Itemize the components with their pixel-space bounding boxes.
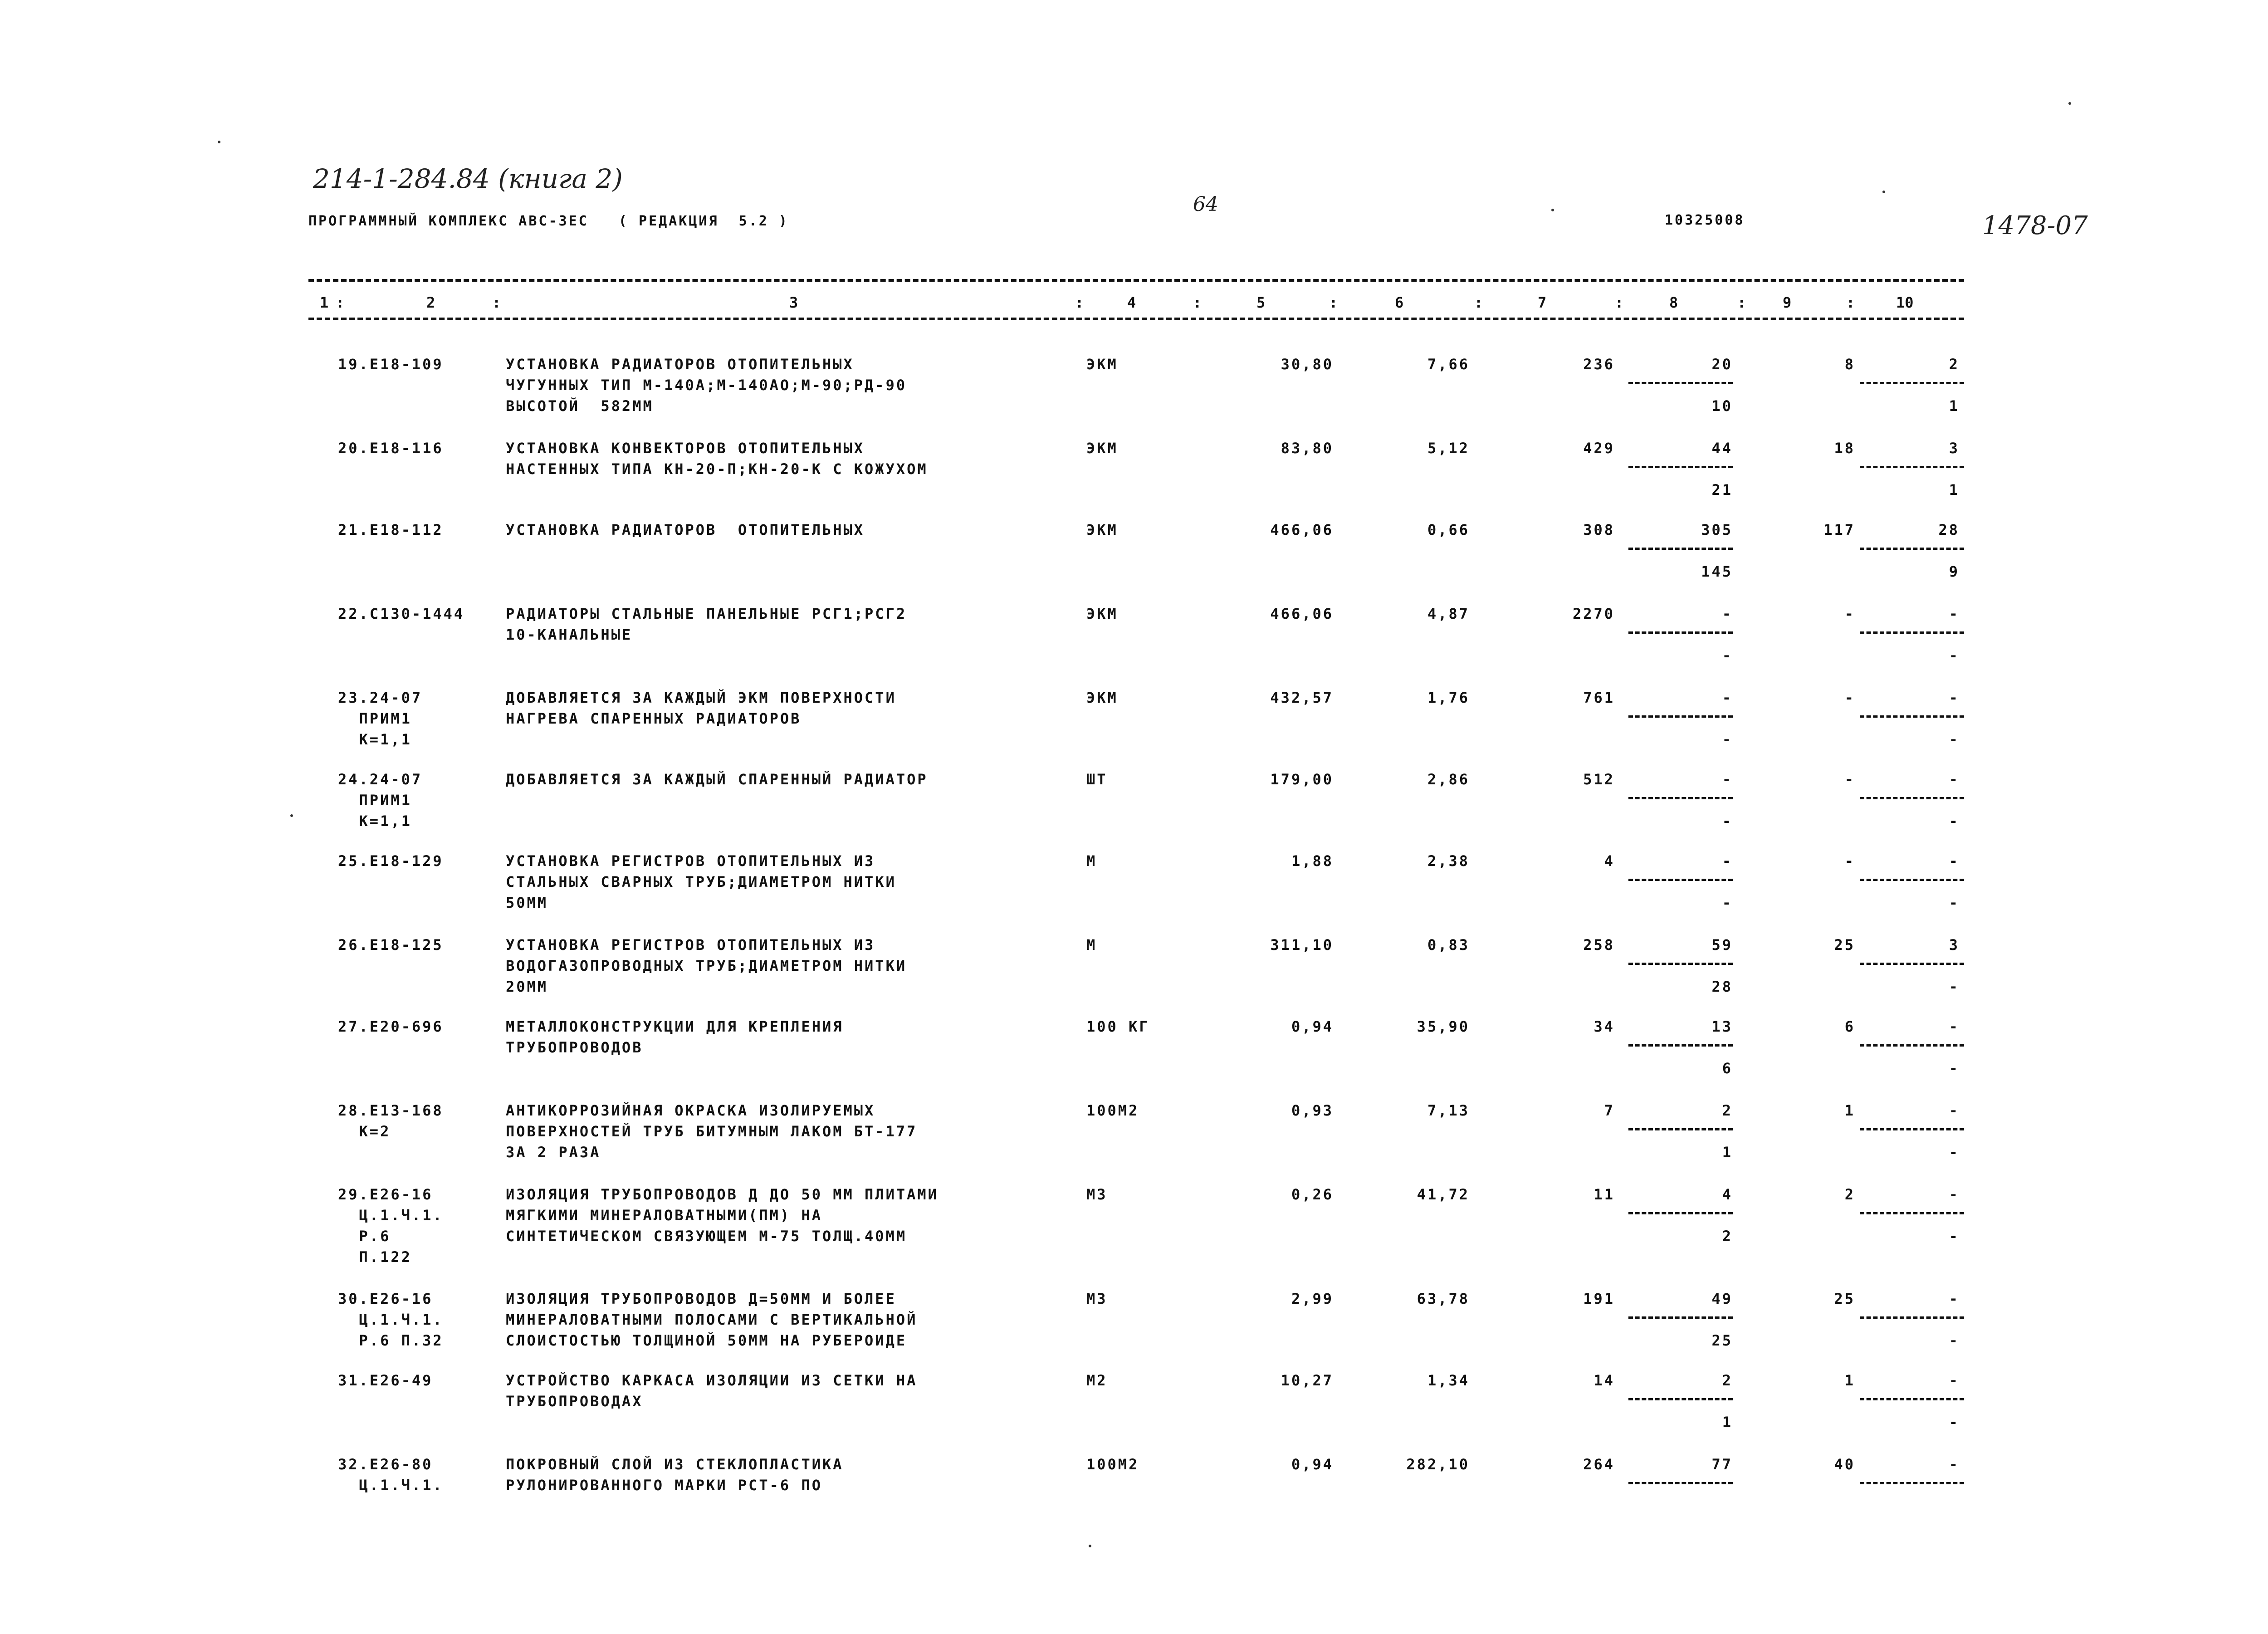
row-unit-price: 282,10 [1406, 1456, 1470, 1473]
row-total: 4 [1604, 852, 1615, 870]
header-separator: : [1615, 294, 1624, 311]
row-unit-price: 0,83 [1427, 936, 1470, 954]
row-col8-top: 20 [1711, 356, 1733, 373]
row-col9: - [1844, 852, 1855, 870]
fraction-divider [1860, 715, 1964, 718]
row-col10-bottom: - [1949, 1060, 1960, 1077]
fraction-divider [1628, 879, 1733, 881]
row-col9: 25 [1834, 1290, 1855, 1307]
scan-speck [1882, 191, 1885, 193]
row-code: 21.Е18-112 [338, 521, 444, 538]
row-code: 26.Е18-125 [338, 936, 444, 954]
row-unit-price: 2,86 [1427, 771, 1470, 788]
table-top-rule [308, 279, 1964, 282]
column-header: 4 [1127, 294, 1136, 311]
row-quantity: 30,80 [1281, 356, 1334, 373]
row-col8-top: - [1722, 852, 1733, 870]
row-col10-top: - [1949, 1186, 1960, 1203]
row-code: 28.Е13-168 К=2 [338, 1102, 444, 1140]
row-col8-top: 77 [1711, 1456, 1733, 1473]
fraction-divider [1860, 879, 1964, 881]
column-header: 5 [1256, 294, 1266, 311]
row-quantity: 1,88 [1291, 852, 1334, 870]
row-total: 258 [1583, 936, 1615, 954]
row-col8-top: 44 [1711, 440, 1733, 457]
row-description: УСТАНОВКА КОНВЕКТОРОВ ОТОПИТЕЛЬНЫХ НАСТЕННЫХ ТИПА КН-20-П;КН-20-К С КОЖУХОМ [506, 440, 928, 478]
row-col8-bottom: 145 [1701, 563, 1733, 580]
row-col10-top: - [1949, 1102, 1960, 1119]
handwritten-document-number: 214-1-284.84 (книга 2) [313, 163, 623, 194]
row-col9: 8 [1844, 356, 1855, 373]
row-total: 264 [1583, 1456, 1615, 1473]
row-col9: 40 [1834, 1456, 1855, 1473]
scan-speck [1089, 1545, 1091, 1547]
scan-speck [290, 814, 293, 817]
row-unit: М [1086, 936, 1097, 954]
row-col8-bottom: 1 [1722, 1414, 1733, 1431]
header-separator: : [1193, 294, 1202, 311]
scan-speck [1551, 209, 1554, 211]
fraction-divider [1860, 1316, 1964, 1319]
column-header: 3 [789, 294, 798, 311]
row-total: 2270 [1572, 605, 1615, 622]
row-quantity: 466,06 [1270, 521, 1334, 538]
row-description: ИЗОЛЯЦИЯ ТРУБОПРОВОДОВ Д ДО 50 ММ ПЛИТАМИ МЯГКИМИ МИНЕРАЛОВАТНЫМИ(ПМ) НА СИНТЕТИЧЕСКОМ СВЯЗУЮЩЕМ М-75 ТОЛЩ.40ММ [506, 1186, 938, 1245]
row-code: 25.Е18-129 [338, 852, 444, 870]
row-code: 31.Е26-49 [338, 1372, 433, 1389]
row-col10-bottom: 1 [1949, 397, 1960, 415]
row-total: 308 [1583, 521, 1615, 538]
fraction-divider [1860, 963, 1964, 965]
row-description: ПОКРОВНЫЙ СЛОЙ ИЗ СТЕКЛОПЛАСТИКА РУЛОНИРОВАННОГО МАРКИ РСТ-6 ПО [506, 1456, 844, 1494]
row-unit: 100М2 [1086, 1102, 1139, 1119]
row-description: УСТАНОВКА РАДИАТОРОВ ОТОПИТЕЛЬНЫХ ЧУГУННЫХ ТИП М-140А;М-140АО;М-90;РД-90 ВЫСОТОЙ 582ММ [506, 356, 907, 415]
row-quantity: 10,27 [1281, 1372, 1334, 1389]
row-unit-price: 7,13 [1427, 1102, 1470, 1119]
column-header: 9 [1783, 294, 1792, 311]
handwritten-reference: 1478-07 [1982, 211, 2088, 240]
fraction-divider [1628, 1398, 1733, 1400]
row-unit-price: 63,78 [1417, 1290, 1470, 1307]
table-header-rule [308, 318, 1964, 320]
row-total: 191 [1583, 1290, 1615, 1307]
row-description: УСТАНОВКА РЕГИСТРОВ ОТОПИТЕЛЬНЫХ ИЗ ВОДОГАЗОПРОВОДНЫХ ТРУБ;ДИАМЕТРОМ НИТКИ 20ММ [506, 936, 907, 995]
column-header: 6 [1395, 294, 1404, 311]
header-separator: : [1474, 294, 1483, 311]
row-description: ИЗОЛЯЦИЯ ТРУБОПРОВОДОВ Д=50ММ И БОЛЕЕ МИНЕРАЛОВАТНЫМИ ПОЛОСАМИ С ВЕРТИКАЛЬНОЙ СЛОИСТОСТЬЮ ТОЛЩИНОЙ 50ММ НА РУБЕРОИДЕ [506, 1290, 918, 1349]
fraction-divider [1628, 1482, 1733, 1484]
row-unit: ЭКМ [1086, 521, 1118, 538]
header-separator: : [1329, 294, 1338, 311]
row-col8-top: 305 [1701, 521, 1733, 538]
row-col10-bottom: - [1949, 978, 1960, 995]
fraction-divider [1628, 631, 1733, 634]
row-col8-bottom: - [1722, 647, 1733, 664]
row-col9: - [1844, 771, 1855, 788]
row-col10-bottom: - [1949, 1144, 1960, 1161]
header-separator: : [1737, 294, 1746, 311]
row-col10-bottom: - [1949, 1332, 1960, 1349]
scan-speck [218, 141, 220, 143]
header-separator: : [1846, 294, 1855, 311]
row-col8-top: 2 [1722, 1372, 1733, 1389]
row-col8-bottom: - [1722, 731, 1733, 748]
row-col10-top: 3 [1949, 440, 1960, 457]
row-code: 32.Е26-80 Ц.1.Ч.1. [338, 1456, 444, 1494]
row-col9: 2 [1844, 1186, 1855, 1203]
row-description: МЕТАЛЛОКОНСТРУКЦИИ ДЛЯ КРЕПЛЕНИЯ ТРУБОПРОВОДОВ [506, 1018, 844, 1056]
row-unit: 100М2 [1086, 1456, 1139, 1473]
row-unit: ШТ [1086, 771, 1108, 788]
row-quantity: 0,94 [1291, 1456, 1334, 1473]
row-col10-bottom: 1 [1949, 481, 1960, 499]
row-quantity: 2,99 [1291, 1290, 1334, 1307]
row-col10-top: - [1949, 689, 1960, 706]
row-col10-top: - [1949, 1018, 1960, 1035]
row-col8-top: 2 [1722, 1102, 1733, 1119]
document-code: 10325008 [1665, 212, 1745, 228]
row-code: 23.24-07 ПРИМ1 К=1,1 [338, 689, 423, 748]
row-unit: ЭКМ [1086, 689, 1118, 706]
row-total: 512 [1583, 771, 1615, 788]
row-total: 7 [1604, 1102, 1615, 1119]
row-quantity: 0,94 [1291, 1018, 1334, 1035]
row-unit-price: 7,66 [1427, 356, 1470, 373]
row-col8-bottom: 25 [1711, 1332, 1733, 1349]
row-col10-top: - [1949, 1290, 1960, 1307]
row-quantity: 0,26 [1291, 1186, 1334, 1203]
row-code: 19.Е18-109 [338, 356, 444, 373]
row-quantity: 0,93 [1291, 1102, 1334, 1119]
row-description: УСТАНОВКА РЕГИСТРОВ ОТОПИТЕЛЬНЫХ ИЗ СТАЛЬНЫХ СВАРНЫХ ТРУБ;ДИАМЕТРОМ НИТКИ 50ММ [506, 852, 896, 911]
row-unit: ЭКМ [1086, 356, 1118, 373]
fraction-divider [1628, 1044, 1733, 1047]
fraction-divider [1628, 1316, 1733, 1319]
fraction-divider [1628, 1212, 1733, 1214]
row-col10-top: - [1949, 605, 1960, 622]
row-total: 14 [1593, 1372, 1615, 1389]
row-col8-bottom: - [1722, 894, 1733, 911]
row-col8-bottom: 6 [1722, 1060, 1733, 1077]
fraction-divider [1860, 382, 1964, 384]
fraction-divider [1860, 1212, 1964, 1214]
header-separator: : [336, 294, 345, 311]
row-col8-bottom: 1 [1722, 1144, 1733, 1161]
fraction-divider [1860, 1044, 1964, 1047]
row-col8-top: - [1722, 605, 1733, 622]
fraction-divider [1860, 631, 1964, 634]
row-col10-top: 3 [1949, 936, 1960, 954]
row-code: 27.Е20-696 [338, 1018, 444, 1035]
column-header: 7 [1538, 294, 1547, 311]
fraction-divider [1628, 797, 1733, 799]
row-col9: 1 [1844, 1102, 1855, 1119]
fraction-divider [1628, 382, 1733, 384]
row-col9: 117 [1823, 521, 1855, 538]
row-total: 34 [1593, 1018, 1615, 1035]
row-unit-price: 35,90 [1417, 1018, 1470, 1035]
header-separator: : [1075, 294, 1084, 311]
row-unit: ЭКМ [1086, 605, 1118, 622]
row-unit-price: 1,34 [1427, 1372, 1470, 1389]
fraction-divider [1860, 797, 1964, 799]
row-unit: ЭКМ [1086, 440, 1118, 457]
page-number: 64 [1193, 193, 1218, 216]
row-description: ДОБАВЛЯЕТСЯ ЗА КАЖДЫЙ СПАРЕННЫЙ РАДИАТОР [506, 771, 928, 788]
row-unit-price: 2,38 [1427, 852, 1470, 870]
row-col10-top: - [1949, 771, 1960, 788]
row-quantity: 179,00 [1270, 771, 1334, 788]
fraction-divider [1860, 1398, 1964, 1400]
header-separator: : [492, 294, 501, 311]
row-col10-top: 28 [1938, 521, 1960, 538]
row-description: РАДИАТОРЫ СТАЛЬНЫЕ ПАНЕЛЬНЫЕ РСГ1;РСГ2 10-КАНАЛЬНЫЕ [506, 605, 907, 643]
row-col10-top: 2 [1949, 356, 1960, 373]
row-col8-top: 13 [1711, 1018, 1733, 1035]
row-total: 236 [1583, 356, 1615, 373]
row-unit-price: 4,87 [1427, 605, 1470, 622]
column-header: 8 [1669, 294, 1678, 311]
fraction-divider [1860, 1482, 1964, 1484]
row-col10-bottom: - [1949, 647, 1960, 664]
fraction-divider [1628, 466, 1733, 468]
row-code: 20.Е18-116 [338, 440, 444, 457]
row-col8-top: 49 [1711, 1290, 1733, 1307]
row-col8-bottom: 28 [1711, 978, 1733, 995]
fraction-divider [1860, 1128, 1964, 1130]
row-description: УСТРОЙСТВО КАРКАСА ИЗОЛЯЦИИ ИЗ СЕТКИ НА ТРУБОПРОВОДАХ [506, 1372, 918, 1410]
row-col9: - [1844, 689, 1855, 706]
row-code: 24.24-07 ПРИМ1 К=1,1 [338, 771, 423, 830]
scan-speck [2068, 102, 2071, 105]
row-code: 30.Е26-16 Ц.1.Ч.1. Р.6 П.32 [338, 1290, 444, 1349]
row-unit-price: 5,12 [1427, 440, 1470, 457]
row-total: 11 [1593, 1186, 1615, 1203]
row-col10-bottom: - [1949, 894, 1960, 911]
row-col8-bottom: 21 [1711, 481, 1733, 499]
row-col8-top: 59 [1711, 936, 1733, 954]
row-col10-top: - [1949, 1372, 1960, 1389]
row-description: УСТАНОВКА РАДИАТОРОВ ОТОПИТЕЛЬНЫХ [506, 521, 865, 538]
row-col10-top: - [1949, 1456, 1960, 1473]
row-code: 22.С130-1444 [338, 605, 465, 622]
row-col10-top: - [1949, 852, 1960, 870]
row-col9: 6 [1844, 1018, 1855, 1035]
row-col10-bottom: - [1949, 1228, 1960, 1245]
fraction-divider [1860, 466, 1964, 468]
fraction-divider [1628, 963, 1733, 965]
row-unit-price: 0,66 [1427, 521, 1470, 538]
column-header: 10 [1896, 294, 1914, 311]
row-unit: М2 [1086, 1372, 1108, 1389]
row-col8-top: 4 [1722, 1186, 1733, 1203]
row-col10-bottom: - [1949, 812, 1960, 830]
row-quantity: 311,10 [1270, 936, 1334, 954]
row-quantity: 432,57 [1270, 689, 1334, 706]
row-total: 761 [1583, 689, 1615, 706]
row-col8-bottom: - [1722, 812, 1733, 830]
row-code: 29.Е26-16 Ц.1.Ч.1. Р.6 П.122 [338, 1186, 444, 1266]
row-unit: М3 [1086, 1290, 1108, 1307]
row-col9: - [1844, 605, 1855, 622]
row-col9: 1 [1844, 1372, 1855, 1389]
row-unit: М [1086, 852, 1097, 870]
row-col9: 25 [1834, 936, 1855, 954]
fraction-divider [1860, 548, 1964, 550]
row-quantity: 83,80 [1281, 440, 1334, 457]
row-col10-bottom: - [1949, 1414, 1960, 1431]
row-description: АНТИКОРРОЗИЙНАЯ ОКРАСКА ИЗОЛИРУЕМЫХ ПОВЕРХНОСТЕЙ ТРУБ БИТУМНЫМ ЛАКОМ БТ-177 ЗА 2 РАЗА [506, 1102, 918, 1161]
row-col10-bottom: - [1949, 731, 1960, 748]
fraction-divider [1628, 548, 1733, 550]
row-col8-top: - [1722, 771, 1733, 788]
row-total: 429 [1583, 440, 1615, 457]
row-col10-bottom: 9 [1949, 563, 1960, 580]
row-unit-price: 1,76 [1427, 689, 1470, 706]
program-title-line: ПРОГРАММНЫЙ КОМПЛЕКС АВС-ЗЕС ( РЕДАКЦИЯ 5.2 ) [308, 213, 789, 229]
row-col8-bottom: 10 [1711, 397, 1733, 415]
column-header: 2 [426, 294, 435, 311]
column-header: 1 [320, 294, 329, 311]
row-unit-price: 41,72 [1417, 1186, 1470, 1203]
row-description: ДОБАВЛЯЕТСЯ ЗА КАЖДЫЙ ЭКМ ПОВЕРХНОСТИ НАГРЕВА СПАРЕННЫХ РАДИАТОРОВ [506, 689, 896, 727]
fraction-divider [1628, 715, 1733, 718]
row-quantity: 466,06 [1270, 605, 1334, 622]
row-col8-bottom: 2 [1722, 1228, 1733, 1245]
row-unit: 100 КГ [1086, 1018, 1150, 1035]
row-col8-top: - [1722, 689, 1733, 706]
row-col9: 18 [1834, 440, 1855, 457]
row-unit: М3 [1086, 1186, 1108, 1203]
fraction-divider [1628, 1128, 1733, 1130]
